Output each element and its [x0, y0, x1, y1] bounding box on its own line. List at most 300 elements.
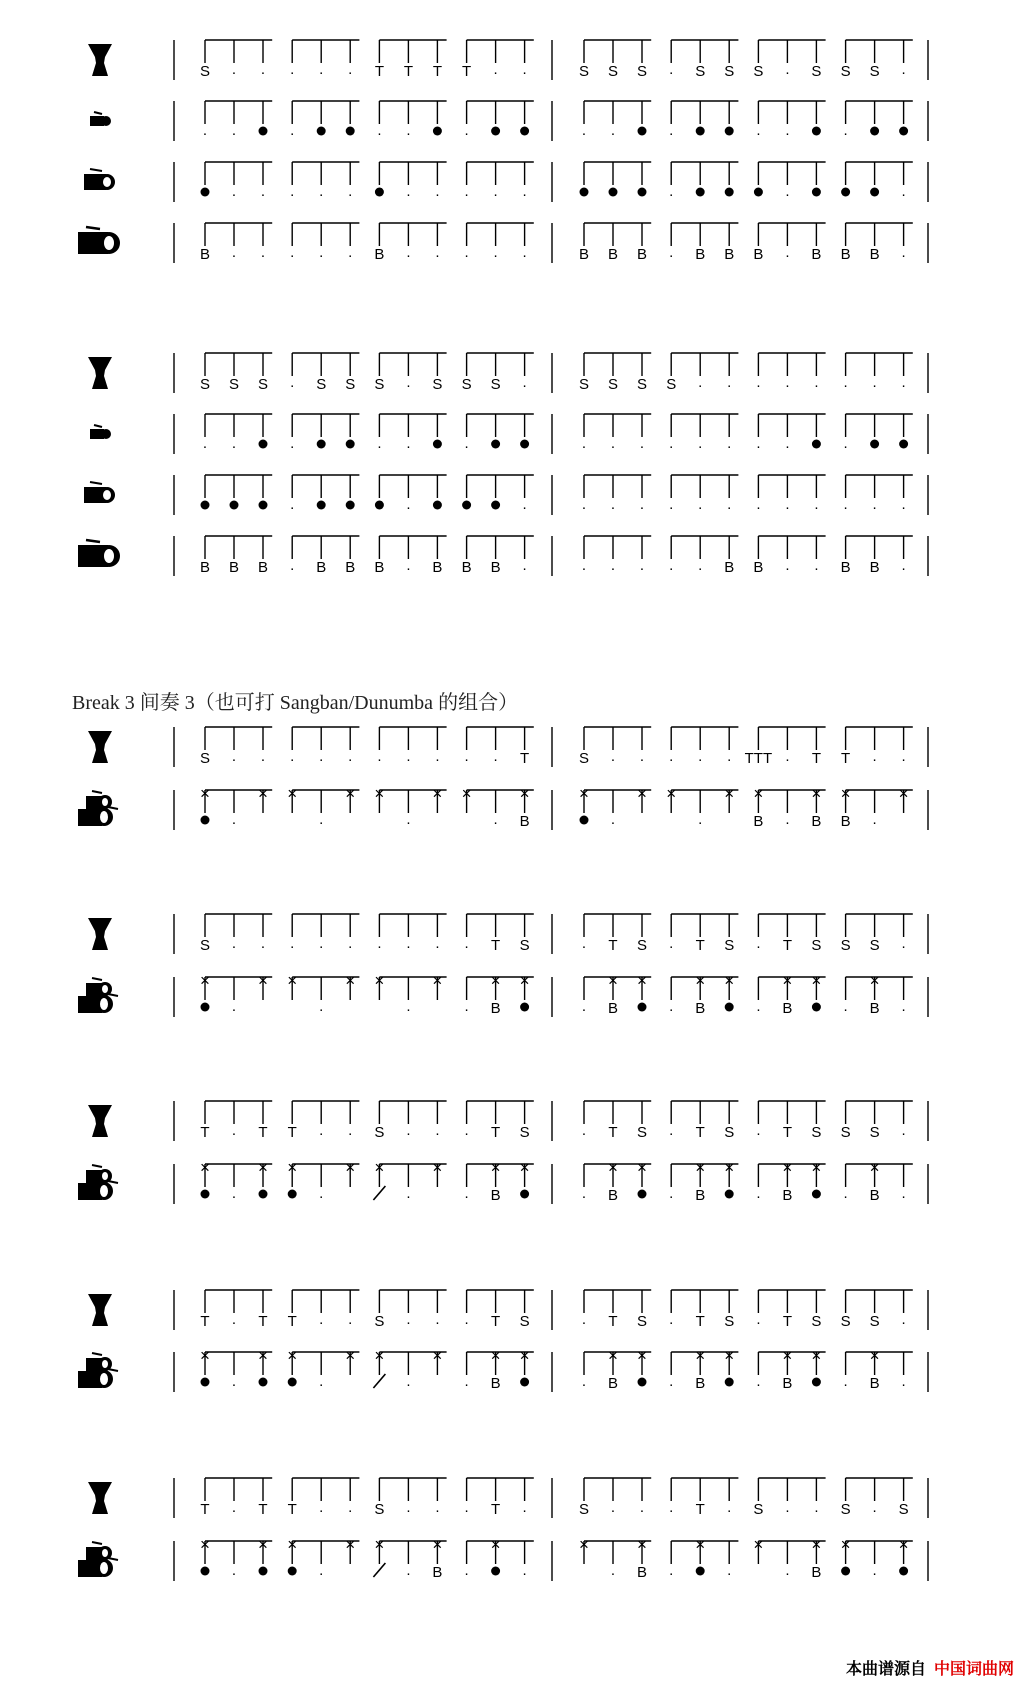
open-tone-x: × — [345, 1535, 356, 1554]
stroke-letter: S — [374, 376, 385, 393]
stroke-letter: T — [287, 1124, 297, 1141]
stroke-letter: S — [432, 376, 443, 393]
open-tone-x: × — [782, 971, 793, 990]
bar-2 — [582, 414, 913, 452]
rest-dot: . — [639, 1499, 645, 1516]
bell-dot — [899, 1567, 908, 1576]
staff-row-dunun_set — [78, 1535, 928, 1581]
rest-dot: . — [669, 61, 674, 78]
bar-2 — [582, 1290, 913, 1330]
rest-dot: . — [756, 435, 761, 452]
bell-dot — [899, 440, 908, 449]
stroke-letter: S — [199, 750, 211, 767]
bass-letter: B — [432, 559, 443, 576]
rest-dot: . — [522, 496, 527, 513]
rest-dot: . — [727, 496, 732, 513]
bell-dot — [259, 1567, 268, 1576]
rest-dot: . — [669, 998, 674, 1015]
open-tone-x: × — [637, 971, 647, 990]
staff-row-sangban — [84, 162, 928, 202]
stroke-letter: S — [519, 1313, 530, 1330]
rest-dot: . — [406, 1562, 411, 1579]
open-tone-x: × — [374, 1346, 385, 1365]
open-tone-x: × — [840, 1535, 851, 1554]
rest-dot: . — [406, 122, 411, 139]
rest-dot: . — [756, 374, 761, 391]
bass-letter: B — [636, 1564, 648, 1581]
rest-dot: . — [260, 61, 266, 78]
rest-dot: . — [348, 244, 353, 261]
stroke-letter: S — [607, 376, 619, 393]
rest-dot: . — [464, 183, 469, 200]
rest-dot: . — [610, 1499, 616, 1516]
open-tone-x: × — [724, 1346, 735, 1365]
bass-letter: B — [753, 559, 764, 576]
dunun-set-icon — [78, 1165, 118, 1200]
bell-dot — [259, 440, 268, 449]
bar-1 — [203, 414, 534, 452]
bass-letter: B — [782, 1375, 793, 1392]
bass-letter: B — [869, 1000, 880, 1017]
rest-dot: . — [756, 1185, 761, 1202]
rest-dot: . — [464, 748, 469, 765]
rest-dot: . — [727, 1562, 732, 1579]
rest-dot: . — [202, 122, 208, 139]
rest-dot: . — [785, 183, 790, 200]
bell-dot — [725, 1190, 734, 1199]
rest-dot: . — [669, 183, 674, 200]
bell-dot — [259, 127, 268, 136]
rest-dot: . — [231, 748, 237, 765]
bass-letter: B — [869, 1187, 880, 1204]
djembe-icon — [88, 731, 112, 763]
open-tone-x: × — [782, 1158, 793, 1177]
bell-dot — [259, 1378, 268, 1387]
rest-dot: . — [785, 435, 790, 452]
stroke-letter: S — [374, 1124, 385, 1141]
stroke-letter: T — [491, 1124, 501, 1141]
rest-dot: . — [464, 435, 469, 452]
bar-2 — [579, 223, 913, 263]
staff-row-dununba — [78, 223, 928, 263]
dununba-icon — [78, 540, 120, 567]
open-tone-x: × — [753, 1535, 764, 1554]
bell-dot — [638, 1003, 647, 1012]
stroke-letter: S — [724, 937, 735, 954]
bar-2 — [579, 353, 913, 393]
rest-dot: . — [290, 374, 295, 391]
rest-dot: . — [581, 122, 587, 139]
bass-letter: B — [869, 559, 880, 576]
bell-dot — [491, 501, 500, 510]
rest-dot: . — [319, 244, 324, 261]
open-tone-x: × — [345, 971, 356, 990]
rest-dot: . — [231, 1373, 237, 1390]
bass-letter: B — [695, 1187, 706, 1204]
open-tone-x: × — [637, 784, 647, 803]
rest-dot: . — [698, 496, 703, 513]
rest-dot: . — [231, 1185, 237, 1202]
stroke-letter: S — [636, 937, 648, 954]
bell-dot — [317, 501, 326, 510]
rest-dot: . — [581, 998, 587, 1015]
rest-dot: . — [319, 935, 324, 952]
system-4 — [78, 914, 928, 1017]
bass-letter: B — [228, 559, 240, 576]
bar-1 — [200, 353, 534, 393]
open-tone-x: × — [519, 784, 530, 803]
open-tone-x: × — [869, 1346, 880, 1365]
stroke-letter: T — [520, 750, 530, 767]
rest-dot: . — [901, 183, 906, 200]
open-tone-x: × — [608, 1158, 618, 1177]
open-tone-x: × — [345, 784, 356, 803]
stroke-letter: S — [199, 63, 211, 80]
rest-dot: . — [785, 374, 790, 391]
stroke-letter: T — [608, 937, 618, 954]
rest-dot: . — [406, 374, 411, 391]
rest-dot: . — [901, 1185, 906, 1202]
stroke-letter: S — [578, 750, 590, 767]
rest-dot: . — [464, 935, 469, 952]
stroke-letter: S — [374, 1313, 385, 1330]
bell-dot — [433, 501, 442, 510]
rest-dot: . — [435, 244, 440, 261]
open-tone-x: × — [519, 1158, 530, 1177]
stroke-letter: T — [200, 1501, 210, 1518]
open-tone-x: × — [869, 971, 880, 990]
stroke-letter: S — [199, 376, 211, 393]
rest-dot: . — [231, 61, 237, 78]
rest-dot: . — [377, 122, 382, 139]
rest-dot: . — [406, 998, 411, 1015]
rest-dot: . — [290, 557, 295, 574]
rest-dot: . — [756, 1373, 761, 1390]
bell-dot — [812, 1003, 821, 1012]
rest-dot: . — [464, 1499, 469, 1516]
stroke-letter: T — [200, 1313, 210, 1330]
stroke-letter: T — [782, 937, 792, 954]
bell-dot — [346, 440, 355, 449]
stroke-letter: T — [200, 1124, 210, 1141]
bass-letter: B — [695, 1375, 706, 1392]
rest-dot: . — [231, 811, 237, 828]
rest-dot: . — [785, 496, 790, 513]
staff-row-djembe — [88, 727, 928, 767]
rest-dot: . — [522, 61, 527, 78]
staff-row-dunun_set — [78, 1346, 928, 1392]
bell-dot — [520, 440, 529, 449]
rest-dot: . — [727, 1499, 732, 1516]
open-tone-x: × — [200, 1158, 210, 1177]
rest-dot: . — [522, 244, 527, 261]
open-tone-x: × — [200, 1535, 210, 1554]
bar-2 — [580, 162, 913, 200]
bell-dot — [841, 188, 850, 197]
stroke-letter: S — [869, 1124, 880, 1141]
stroke-letter: T — [258, 1501, 268, 1518]
stroke-letter: T — [491, 937, 501, 954]
open-tone-x: × — [898, 784, 909, 803]
rest-dot: . — [464, 1562, 469, 1579]
rest-dot: . — [727, 435, 732, 452]
open-tone-x: × — [519, 971, 530, 990]
rest-dot: . — [698, 811, 703, 828]
open-tone-x: × — [519, 1346, 530, 1365]
bar-1 — [200, 536, 534, 576]
rest-dot: . — [464, 1373, 469, 1390]
open-tone-x: × — [374, 1158, 385, 1177]
rest-dot: . — [319, 183, 324, 200]
staff-row-kenkeni — [90, 414, 928, 454]
djembe-icon — [88, 44, 112, 76]
open-tone-x: × — [695, 1346, 706, 1365]
rest-dot: . — [872, 1499, 877, 1516]
rest-dot: . — [785, 748, 790, 765]
bell-dot — [201, 1003, 210, 1012]
staff-row-dununba — [78, 536, 928, 576]
stroke-letter: TTT — [744, 750, 773, 767]
rest-dot: . — [406, 244, 411, 261]
bell-dot — [317, 127, 326, 136]
rest-dot: . — [581, 557, 587, 574]
rest-dot: . — [901, 1311, 906, 1328]
rest-dot: . — [581, 1311, 587, 1328]
rest-dot: . — [727, 748, 732, 765]
bass-letter: B — [695, 1000, 706, 1017]
bass-letter: B — [490, 1000, 501, 1017]
djembe-icon — [88, 918, 112, 950]
rest-dot: . — [464, 244, 469, 261]
rest-dot: . — [493, 183, 498, 200]
open-tone-x: × — [811, 971, 822, 990]
system-2 — [78, 353, 928, 576]
rest-dot: . — [435, 1122, 440, 1139]
rest-dot: . — [319, 61, 324, 78]
rest-dot: . — [231, 244, 237, 261]
rest-dot: . — [756, 1122, 761, 1139]
rest-dot: . — [464, 1185, 469, 1202]
rest-dot: . — [290, 183, 295, 200]
stroke-letter: S — [607, 63, 619, 80]
stroke-letter: T — [491, 1313, 501, 1330]
stroke-letter: S — [724, 1124, 735, 1141]
rest-dot: . — [610, 122, 616, 139]
dunun-set-icon — [78, 978, 118, 1013]
bar-1 — [201, 162, 534, 200]
rest-dot: . — [348, 1122, 353, 1139]
open-tone-x: × — [345, 1346, 356, 1365]
rest-dot: . — [872, 374, 877, 391]
bell-dot — [201, 816, 210, 825]
rest-dot: . — [406, 1311, 411, 1328]
bass-letter: B — [490, 1375, 501, 1392]
rest-dot: . — [610, 435, 616, 452]
bar-2 — [582, 1158, 913, 1204]
rest-dot: . — [522, 557, 527, 574]
bell-dot — [870, 440, 879, 449]
rest-dot: . — [843, 374, 848, 391]
bar-1 — [200, 784, 534, 830]
stroke-letter: S — [840, 63, 851, 80]
stroke-letter: S — [840, 1124, 851, 1141]
rest-dot: . — [319, 1562, 324, 1579]
bar-1 — [200, 1535, 534, 1581]
stroke-letter: S — [724, 1313, 735, 1330]
rest-dot: . — [843, 1373, 848, 1390]
rest-dot: . — [669, 435, 674, 452]
bar-2 — [582, 536, 913, 576]
bar-2 — [579, 1535, 913, 1581]
bar-1 — [203, 101, 534, 139]
rest-dot: . — [872, 1562, 877, 1579]
muted-slash — [373, 1186, 385, 1200]
open-tone-x: × — [432, 784, 443, 803]
bass-letter: B — [840, 559, 851, 576]
rest-dot: . — [785, 244, 790, 261]
stroke-letter: S — [695, 63, 706, 80]
rest-dot: . — [231, 435, 237, 452]
open-tone-x: × — [840, 784, 851, 803]
open-tone-x: × — [490, 1535, 501, 1554]
stroke-letter: S — [753, 1501, 764, 1518]
rest-dot: . — [319, 998, 324, 1015]
stroke-letter: S — [636, 1124, 648, 1141]
open-tone-x: × — [637, 1346, 647, 1365]
staff-row-djembe — [88, 1478, 928, 1518]
rest-dot: . — [698, 435, 703, 452]
open-tone-x: × — [724, 1158, 735, 1177]
rest-dot: . — [435, 935, 440, 952]
rest-dot: . — [377, 748, 382, 765]
rest-dot: . — [260, 748, 266, 765]
open-tone-x: × — [490, 1346, 501, 1365]
stroke-letter: S — [345, 376, 356, 393]
bell-dot — [899, 127, 908, 136]
bass-letter: B — [840, 246, 851, 263]
rest-dot: . — [901, 244, 906, 261]
stroke-letter: T — [608, 1313, 618, 1330]
rest-dot: . — [290, 244, 295, 261]
djembe-icon — [88, 357, 112, 389]
rest-dot: . — [464, 998, 469, 1015]
bar-1 — [200, 971, 534, 1017]
bell-dot — [375, 188, 384, 197]
rest-dot: . — [406, 748, 411, 765]
rest-dot: . — [406, 1499, 411, 1516]
rest-dot: . — [260, 244, 266, 261]
bass-letter: B — [869, 246, 880, 263]
muted-slash — [373, 1374, 385, 1388]
bell-dot — [609, 188, 618, 197]
rest-dot: . — [581, 496, 587, 513]
rest-dot: . — [319, 1185, 324, 1202]
open-tone-x: × — [695, 971, 706, 990]
source-footer — [846, 1656, 1014, 1679]
rest-dot: . — [610, 748, 616, 765]
bell-dot — [346, 127, 355, 136]
rest-dot: . — [785, 1499, 790, 1516]
rest-dot: . — [522, 183, 527, 200]
open-tone-x: × — [811, 1346, 822, 1365]
stroke-letter: T — [695, 1501, 705, 1518]
rest-dot: . — [581, 1373, 587, 1390]
stroke-letter: S — [490, 376, 501, 393]
rest-dot: . — [698, 557, 703, 574]
bell-dot — [812, 1190, 821, 1199]
bar-1 — [200, 727, 534, 767]
open-tone-x: × — [258, 1346, 268, 1365]
stroke-letter: T — [695, 1313, 705, 1330]
stroke-letter: S — [869, 63, 880, 80]
rest-dot: . — [522, 1562, 527, 1579]
dunun-set-icon — [78, 791, 118, 826]
rest-dot: . — [785, 811, 790, 828]
rest-dot: . — [319, 811, 324, 828]
rest-dot: . — [901, 61, 906, 78]
bell-dot — [433, 127, 442, 136]
system-3 — [78, 727, 928, 830]
rest-dot: . — [901, 998, 906, 1015]
staff-row-kenkeni — [90, 101, 928, 141]
stroke-letter: S — [898, 1501, 909, 1518]
open-tone-x: × — [461, 784, 472, 803]
open-tone-x: × — [695, 1535, 706, 1554]
rest-dot: . — [581, 1122, 587, 1139]
bass-letter: B — [724, 559, 735, 576]
bass-letter: B — [724, 246, 735, 263]
staff-row-sangban — [84, 475, 928, 515]
rest-dot: . — [260, 935, 266, 952]
bass-letter: B — [811, 1564, 822, 1581]
bar-1 — [200, 914, 534, 954]
rest-dot: . — [901, 496, 906, 513]
rest-dot: . — [872, 496, 877, 513]
open-tone-x: × — [287, 1346, 298, 1365]
sangban-icon — [84, 169, 115, 190]
bass-letter: B — [811, 246, 822, 263]
bass-letter: B — [753, 813, 764, 830]
staff-row-djembe — [88, 1101, 928, 1141]
stroke-letter: T — [403, 63, 413, 80]
footer-site-name: 中国词曲网 — [933, 1659, 1014, 1678]
rest-dot: . — [406, 183, 411, 200]
bell-dot — [317, 440, 326, 449]
bell-dot — [638, 1378, 647, 1387]
open-tone-x: × — [608, 971, 618, 990]
stroke-letter: T — [841, 750, 851, 767]
open-tone-x: × — [200, 1346, 210, 1365]
rest-dot: . — [756, 935, 761, 952]
rest-dot: . — [522, 374, 527, 391]
open-tone-x: × — [287, 1158, 298, 1177]
open-tone-x: × — [579, 1535, 589, 1554]
rest-dot: . — [843, 122, 848, 139]
rest-dot: . — [639, 496, 645, 513]
bass-letter: B — [199, 246, 211, 263]
open-tone-x: × — [258, 1158, 268, 1177]
rest-dot: . — [639, 557, 645, 574]
muted-slash — [373, 1563, 385, 1577]
bell-dot — [725, 1003, 734, 1012]
open-tone-x: × — [724, 784, 735, 803]
bass-letter: B — [519, 813, 530, 830]
rest-dot: . — [756, 496, 761, 513]
rest-dot: . — [435, 748, 440, 765]
bell-dot — [725, 1378, 734, 1387]
open-tone-x: × — [898, 1535, 909, 1554]
bar-2 — [582, 475, 913, 513]
